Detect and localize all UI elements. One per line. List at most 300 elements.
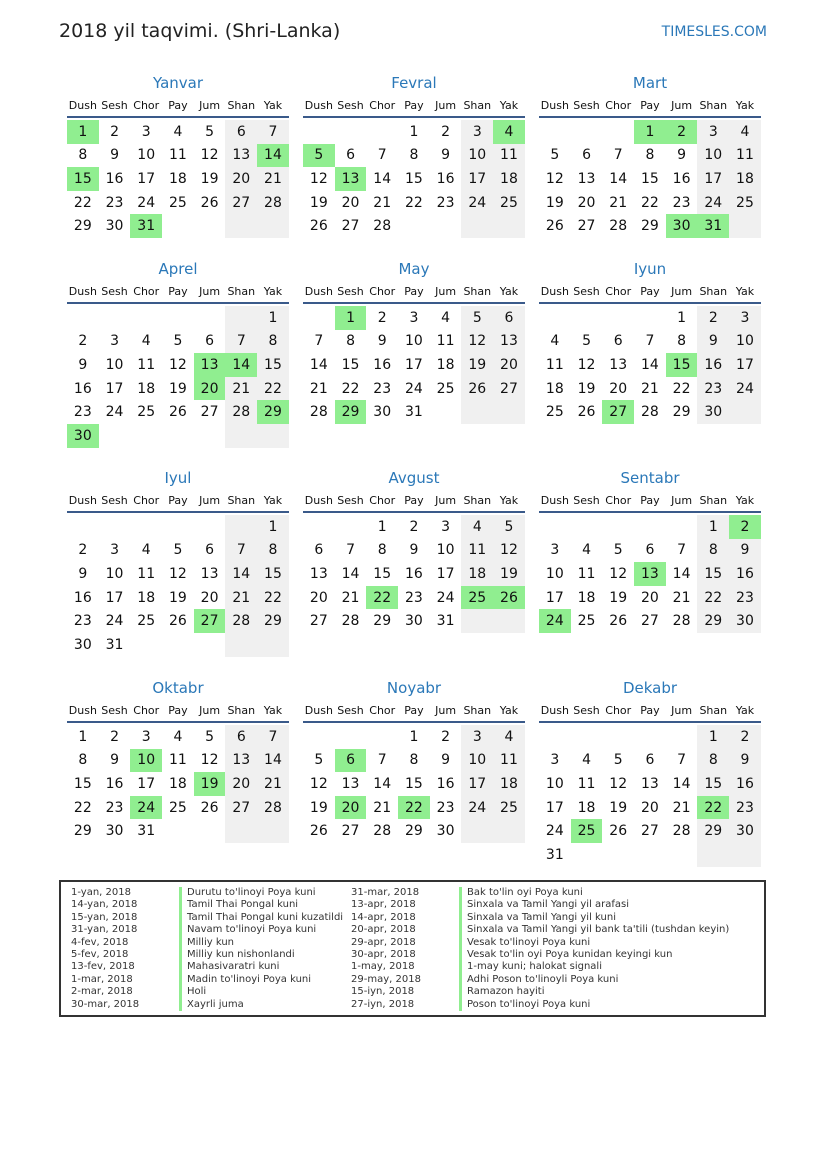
empty-cell [225,306,257,330]
legend-row [351,949,751,961]
day-cell: 26 [200,799,219,816]
empty-cell [67,306,99,330]
day-cell: 11 [137,356,156,373]
day-cell: 10 [137,147,156,164]
day-cell: 1 [634,120,666,144]
day-cell: 11 [137,565,156,582]
legend-date: 14-apr, 2018 [351,911,416,923]
empty-cell [461,609,493,633]
day-cell: 29 [257,609,289,633]
weekday-label: Chor [369,493,396,507]
weekday-label: Jum [199,493,221,507]
weekday-label: Yak [499,703,519,717]
legend-date: 1-yan, 2018 [71,887,131,898]
day-cell: 13 [609,356,628,373]
weekday-label: Shan [463,703,492,717]
day-cell: 12 [309,775,328,792]
day-cell: 14 [373,775,392,792]
day-cell: 28 [373,823,392,840]
day-cell: 7 [377,147,387,164]
day-cell: 4 [461,515,493,539]
empty-cell [461,214,493,238]
weekday-label: Jum [435,493,457,507]
day-cell: 21 [373,194,392,211]
day-cell: 15 [697,772,729,796]
day-grid [303,515,525,633]
day-cell: 16 [404,565,423,582]
day-cell: 4 [582,542,591,559]
empty-cell [571,515,603,539]
day-cell: 26 [461,377,493,401]
weekday-label: Chor [133,98,160,112]
weekday-label: Jum [435,703,457,717]
day-cell: 19 [200,170,219,187]
empty-cell [398,214,430,238]
day-cell: 11 [461,539,493,563]
day-cell: 1 [409,728,419,745]
day-cell: 24 [461,796,493,820]
day-cell: 10 [105,356,124,373]
day-cell: 7 [677,542,687,559]
empty-cell [493,819,525,843]
day-cell: 11 [577,775,596,792]
empty-cell [225,819,257,843]
day-cell: 1 [67,120,99,144]
weekday-label: Jum [435,98,457,112]
day-cell: 18 [577,799,596,816]
day-cell: 30 [373,404,392,421]
empty-cell [729,400,761,424]
day-cell: 3 [729,306,761,330]
day-cell: 23 [697,377,729,401]
day-cell: 4 [141,542,151,559]
empty-cell [162,214,194,238]
day-cell: 12 [461,330,493,354]
month-name: Mart [632,74,668,92]
legend-date: 5-fev, 2018 [71,949,129,960]
day-cell: 5 [550,147,560,164]
day-cell: 11 [493,144,525,168]
empty-cell [162,306,194,330]
legend-holiday-name: Bak to'lin oyi Poya kuni [459,887,583,899]
day-cell: 6 [225,725,257,749]
day-cell: 4 [173,728,183,745]
day-cell: 14 [257,749,289,773]
day-cell: 12 [309,170,328,187]
day-cell: 10 [545,565,564,582]
day-cell: 24 [545,823,564,840]
brand-link[interactable]: TIMESLES.COM [661,24,767,40]
day-cell: 3 [461,725,493,749]
weekday-label: Yak [263,284,283,298]
empty-cell [430,400,462,424]
day-cell: 27 [341,218,360,235]
day-cell: 2 [441,728,451,745]
day-cell: 18 [137,589,156,606]
legend-holiday-name: Adhi Poson to'linoyli Poya kuni [459,974,618,986]
day-cell: 7 [314,333,324,350]
day-cell: 5 [613,752,623,769]
day-cell: 8 [78,147,88,164]
weekday-header [303,94,525,118]
day-cell: 2 [78,333,88,350]
weekday-label: Dush [540,98,569,112]
legend-row [351,912,751,924]
weekday-header [67,489,289,513]
day-grid [67,306,289,448]
day-cell: 27 [640,823,659,840]
day-cell: 4 [493,120,525,144]
day-cell: 3 [409,309,419,326]
day-cell: 9 [78,565,88,582]
day-cell: 22 [697,586,729,610]
weekday-label: Pay [168,703,188,717]
weekday-label: Jum [199,284,221,298]
day-cell: 25 [168,194,187,211]
day-cell: 2 [409,518,419,535]
weekday-label: Pay [640,98,660,112]
day-cell: 3 [110,542,119,559]
empty-cell [162,424,194,448]
day-cell: 29 [640,218,659,235]
day-grid [303,306,525,424]
day-cell: 8 [257,539,289,563]
day-cell: 11 [168,147,187,164]
day-cell: 28 [257,191,289,215]
day-cell: 12 [168,565,187,582]
day-cell: 10 [130,749,162,773]
day-cell: 24 [105,404,124,421]
weekday-label: Sesh [337,703,364,717]
day-cell: 29 [73,218,92,235]
day-cell: 4 [173,123,183,140]
day-cell: 9 [377,333,387,350]
day-cell: 6 [225,120,257,144]
day-cell: 15 [67,167,99,191]
weekday-label: Jum [199,98,221,112]
day-cell: 17 [729,353,761,377]
day-cell: 19 [461,353,493,377]
legend-holiday-name: Milliy kun [179,937,234,949]
legend-holiday-name: Ramazon hayiti [459,986,544,998]
legend-date: 4-fev, 2018 [71,936,129,948]
day-cell: 7 [225,330,257,354]
month-noyabr [303,677,525,843]
day-cell: 16 [672,170,691,187]
weekday-label: Pay [640,284,660,298]
day-cell: 26 [545,218,564,235]
day-cell: 26 [168,613,187,630]
day-cell: 20 [309,589,328,606]
weekday-label: Pay [168,284,188,298]
day-cell: 21 [225,377,257,401]
day-cell: 13 [194,353,226,377]
month-fevral [303,72,525,238]
empty-cell [303,120,335,144]
day-cell: 7 [377,752,387,769]
day-cell: 3 [550,752,560,769]
day-cell: 8 [409,147,419,164]
day-cell: 20 [200,589,219,606]
empty-cell [225,633,257,657]
empty-cell [303,306,335,330]
weekday-label: Pay [168,493,188,507]
day-cell: 20 [225,167,257,191]
month-name: Noyabr [386,679,442,697]
day-cell: 10 [404,333,423,350]
weekday-label: Chor [133,493,160,507]
weekday-label: Jum [671,98,693,112]
empty-cell [194,214,226,238]
day-cell: 21 [672,799,691,816]
day-cell: 17 [461,772,493,796]
day-cell: 15 [640,170,659,187]
weekday-header [539,94,761,118]
day-cell: 6 [645,542,655,559]
empty-cell [571,725,603,749]
legend-date: 31-mar, 2018 [351,887,420,898]
legend-row [351,999,751,1011]
weekday-label: Shan [227,284,256,298]
empty-cell [257,633,289,657]
day-cell: 11 [168,752,187,769]
day-cell: 27 [602,400,634,424]
day-cell: 16 [105,170,124,187]
day-grid [539,306,761,424]
day-cell: 11 [436,333,455,350]
day-cell: 24 [539,609,571,633]
day-cell: 17 [105,589,124,606]
empty-cell [303,725,335,749]
day-cell: 30 [666,214,698,238]
day-cell: 2 [697,306,729,330]
day-cell: 23 [373,380,392,397]
day-cell: 26 [309,823,328,840]
month-name: Avgust [388,469,440,487]
weekday-label: Sesh [101,284,128,298]
day-cell: 25 [168,799,187,816]
day-cell: 30 [73,636,92,653]
empty-cell [539,515,571,539]
day-grid [539,120,761,238]
legend-date: 13-apr, 2018 [351,899,416,911]
weekday-label: Shan [227,493,256,507]
weekday-header [539,280,761,304]
day-cell: 15 [697,562,729,586]
day-cell: 29 [373,613,392,630]
legend-holiday-name: Tamil Thai Pongal kuni kuzatildi [179,912,343,924]
weekday-label: Chor [369,703,396,717]
day-cell: 15 [257,353,289,377]
day-cell: 27 [309,613,328,630]
weekday-label: Jum [671,493,693,507]
day-cell: 19 [545,194,564,211]
empty-cell [130,515,162,539]
empty-cell [130,306,162,330]
month-oktabr [67,677,289,843]
day-cell: 24 [697,191,729,215]
legend-date: 1-may, 2018 [351,961,415,973]
day-cell: 28 [225,400,257,424]
legend-date: 27-iyn, 2018 [351,998,415,1010]
day-cell: 23 [404,589,423,606]
day-cell: 15 [373,565,392,582]
day-cell: 15 [404,170,423,187]
weekday-label: Chor [605,284,632,298]
day-cell: 24 [404,380,423,397]
day-cell: 1 [257,515,289,539]
day-cell: 6 [346,147,355,164]
day-cell: 25 [137,613,156,630]
day-cell: 13 [225,749,257,773]
weekday-label: Yak [499,98,519,112]
day-cell: 16 [105,775,124,792]
day-cell: 28 [309,404,328,421]
page-title: 2018 yil taqvimi. (Shri-Lanka) [59,20,341,42]
empty-cell [602,306,634,330]
day-cell: 7 [225,539,257,563]
day-grid [539,515,761,633]
legend-holiday-name: Xayrli juma [179,999,244,1011]
day-cell: 2 [377,309,387,326]
day-cell: 13 [634,562,666,586]
weekday-label: Shan [463,493,492,507]
day-cell: 14 [672,565,691,582]
legend-date: 30-mar, 2018 [71,998,140,1010]
weekday-label: Yak [499,284,519,298]
day-cell: 17 [697,167,729,191]
legend-date: 29-apr, 2018 [351,936,416,948]
weekday-label: Sesh [337,284,364,298]
day-cell: 27 [194,609,226,633]
empty-cell [194,515,226,539]
legend-holiday-name: Vesak to'linoyi Poya kuni [459,937,590,949]
day-cell: 20 [640,589,659,606]
day-cell: 18 [493,772,525,796]
legend-holiday-name: Sinxala va Tamil Yangi yil kuni [459,912,616,924]
weekday-label: Shan [699,284,728,298]
empty-cell [666,843,698,867]
day-cell: 28 [672,823,691,840]
day-cell: 5 [173,542,183,559]
legend-date: 20-apr, 2018 [351,924,416,936]
day-cell: 10 [697,144,729,168]
day-cell: 28 [341,613,360,630]
day-cell: 26 [168,404,187,421]
weekday-label: Sesh [101,703,128,717]
day-cell: 5 [613,542,623,559]
day-cell: 25 [436,380,455,397]
day-cell: 9 [729,539,761,563]
month-name: Oktabr [152,679,204,697]
day-cell: 13 [309,565,328,582]
day-cell: 12 [545,170,564,187]
legend-date: 31-yan, 2018 [71,924,138,936]
day-cell: 20 [640,799,659,816]
day-cell: 26 [493,586,525,610]
day-cell: 13 [341,775,360,792]
day-cell: 13 [225,144,257,168]
day-cell: 6 [205,333,215,350]
weekday-label: Pay [640,493,660,507]
month-name: Fevral [391,74,437,92]
empty-cell [99,306,131,330]
day-cell: 5 [205,123,215,140]
day-cell: 19 [309,194,328,211]
day-cell: 5 [173,333,183,350]
day-cell: 6 [613,333,623,350]
day-cell: 11 [577,565,596,582]
weekday-label: Yak [735,284,755,298]
day-cell: 29 [335,400,367,424]
day-cell: 9 [110,147,119,164]
day-cell: 22 [404,194,423,211]
weekday-header [539,489,761,513]
day-cell: 8 [257,330,289,354]
weekday-label: Sesh [573,493,600,507]
day-cell: 5 [493,515,525,539]
empty-cell [194,819,226,843]
weekday-label: Jum [199,703,221,717]
day-cell: 8 [409,752,419,769]
day-cell: 1 [697,725,729,749]
weekday-label: Chor [133,703,160,717]
empty-cell [571,120,603,144]
empty-cell [194,424,226,448]
day-cell: 23 [73,613,92,630]
weekday-label: Dush [304,703,333,717]
empty-cell [430,214,462,238]
day-cell: 17 [461,167,493,191]
day-cell: 13 [640,775,659,792]
day-cell: 7 [257,120,289,144]
day-cell: 20 [577,194,596,211]
day-cell: 10 [729,330,761,354]
weekday-label: Sesh [573,703,600,717]
day-cell: 9 [78,356,88,373]
day-cell: 31 [697,214,729,238]
day-cell: 28 [373,218,392,235]
month-dekabr [539,677,761,867]
day-cell: 8 [78,752,88,769]
day-cell: 30 [697,400,729,424]
day-cell: 2 [441,123,451,140]
day-cell: 17 [137,775,156,792]
day-cell: 15 [73,775,92,792]
weekday-label: Sesh [101,98,128,112]
day-cell: 10 [436,542,455,559]
day-cell: 21 [257,167,289,191]
day-cell: 17 [137,170,156,187]
day-cell: 11 [493,749,525,773]
weekday-label: Chor [369,98,396,112]
empty-cell [461,400,493,424]
day-cell: 24 [436,589,455,606]
day-cell: 14 [373,170,392,187]
day-cell: 16 [697,353,729,377]
day-cell: 8 [697,539,729,563]
weekday-label: Pay [404,703,424,717]
empty-cell [602,120,634,144]
day-cell: 9 [729,749,761,773]
empty-cell [634,843,666,867]
day-cell: 20 [194,377,226,401]
empty-cell [335,120,367,144]
empty-cell [729,843,761,867]
legend-date: 2-mar, 2018 [71,986,133,998]
empty-cell [225,214,257,238]
day-cell: 29 [697,609,729,633]
